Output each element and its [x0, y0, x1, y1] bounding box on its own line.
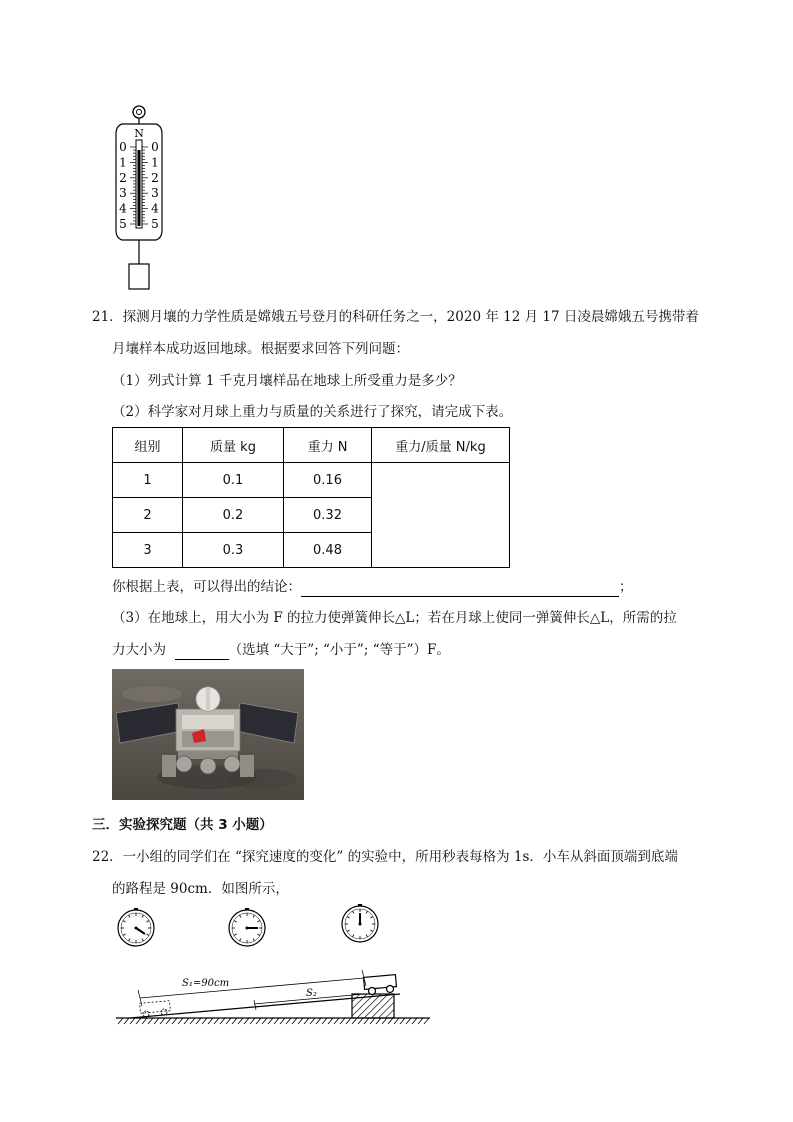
- ground-hatch-line: [238, 1018, 243, 1024]
- table-row: [113, 463, 510, 498]
- ground-hatch-line: [124, 1018, 129, 1024]
- table-cell: 3: [113, 533, 183, 568]
- conclusion-suffix: ；: [619, 579, 633, 595]
- header-mass: 质量 kg: [183, 428, 284, 463]
- ground-hatch-line: [232, 1018, 237, 1024]
- ground-hatch-line: [376, 1018, 381, 1024]
- ground-hatch-line: [406, 1018, 411, 1024]
- s2-label: S₂: [306, 988, 317, 999]
- ground-hatch-line: [358, 1018, 363, 1024]
- ground-hatch-line: [226, 1018, 231, 1024]
- q21-stem-line1: 21．探测月壤的力学性质是嫦娥五号登月的科研任务之一，2020 年 12 月 17 日凌晨嫦娥五号携带着: [92, 309, 699, 325]
- header-ratio: 重力/质量 N/kg: [372, 428, 510, 463]
- table-cell: 0.48: [284, 533, 372, 568]
- ratio-answer-cell[interactable]: [372, 463, 510, 568]
- ground-hatch-line: [412, 1018, 417, 1024]
- q21-part1: （1）列式计算 1 千克月壤样品在地球上所受重力是多少？: [112, 373, 462, 389]
- scale-number-label: 5: [119, 217, 127, 231]
- q21-part2: （2）科学家对月球上重力与质量的关系进行了探究，请完成下表。: [112, 404, 513, 420]
- ground-hatch-line: [178, 1018, 183, 1024]
- header-gravity: 重力 N: [284, 428, 372, 463]
- s1-label: S₁=90cm: [182, 978, 230, 989]
- table-cell: 0.2: [183, 498, 284, 533]
- ground-hatch-line: [118, 1018, 123, 1024]
- q22-stem-line2: 的路程是 90cm．如图所示，: [112, 881, 289, 897]
- ground-hatch-line: [214, 1018, 219, 1024]
- ground-hatch-line: [130, 1018, 135, 1024]
- ground-hatch-line: [148, 1018, 153, 1024]
- ground-hatch-line: [322, 1018, 327, 1024]
- ground-hatch-line: [424, 1018, 429, 1024]
- lunar-rover-photo: [112, 669, 304, 800]
- ground-hatch-line: [268, 1018, 273, 1024]
- table-cell: 0.1: [183, 463, 284, 498]
- scale-number-label: 4: [151, 201, 159, 216]
- scale-number-label: 1: [119, 155, 127, 170]
- table-header-row: [113, 428, 510, 463]
- rover-wheel: [200, 758, 216, 774]
- section3-title: 三．实验探究题（共 3 小题）: [92, 817, 273, 833]
- part3-suffix: （选填 “大于”; “小于”; “等于”）F。: [228, 642, 450, 658]
- scale-number-label: 2: [119, 170, 127, 185]
- stopwatch-icon: [229, 908, 265, 946]
- ground-hatch-line: [160, 1018, 165, 1024]
- ground-hatch-line: [142, 1018, 147, 1024]
- table-cell: 0.32: [284, 498, 372, 533]
- ground-hatch-line: [208, 1018, 213, 1024]
- scale-unit-label: N: [134, 127, 144, 140]
- q21-conclusion-line: [112, 577, 633, 597]
- ground-hatch-line: [196, 1018, 201, 1024]
- ground-hatch-line: [262, 1018, 267, 1024]
- cart-top: [364, 975, 397, 995]
- q22-stem-line1: 22．一小组的同学们在 “探究速度的变化” 的实验中，所用秒表每格为 1s．小车从斜面顶端到底端: [92, 849, 678, 865]
- ground-hatch-line: [184, 1018, 189, 1024]
- scale-hook-ring: [133, 106, 145, 118]
- ground-hatch-line: [166, 1018, 171, 1024]
- ground-hatch-line: [202, 1018, 207, 1024]
- ground-hatch: [118, 1018, 429, 1024]
- ground-hatch-line: [328, 1018, 333, 1024]
- ground-hatch-line: [274, 1018, 279, 1024]
- q21-stem-line2: 月壤样本成功返回地球。根据要求回答下列问题：: [112, 341, 409, 357]
- ground-hatch-line: [382, 1018, 387, 1024]
- scale-pointer-rod: [138, 150, 141, 226]
- stopwatch-icon: [342, 904, 378, 942]
- ground-hatch-line: [418, 1018, 423, 1024]
- ground-hatch-line: [244, 1018, 249, 1024]
- conclusion-blank[interactable]: [301, 580, 619, 597]
- table-cell: 2: [113, 498, 183, 533]
- ground-hatch-line: [250, 1018, 255, 1024]
- ground-hatch-line: [190, 1018, 195, 1024]
- ground-hatch-line: [316, 1018, 321, 1024]
- scale-number-label: 2: [151, 170, 159, 185]
- q21-part3-line1: （3）在地球上，用大小为 F 的拉力使弹簧伸长△L；若在月球上使同一弹簧伸长△L，所需的拉: [112, 610, 677, 626]
- rover-wheel: [176, 756, 192, 772]
- ground-hatch-line: [310, 1018, 315, 1024]
- scale-number-label: 4: [119, 201, 127, 216]
- conclusion-prefix: 你根据上表，可以得出的结论：: [112, 579, 301, 595]
- scale-number-label: 1: [151, 155, 159, 170]
- ground-hatch-line: [286, 1018, 291, 1024]
- ground-hatch-line: [400, 1018, 405, 1024]
- scale-number-label: 5: [151, 217, 159, 231]
- scale-number-label: 3: [119, 186, 127, 201]
- scale-number-label: 0: [119, 140, 127, 154]
- ground-hatch-line: [352, 1018, 357, 1024]
- header-group: 组别: [113, 428, 183, 463]
- ground-hatch-line: [394, 1018, 399, 1024]
- hanging-weight: [129, 264, 149, 289]
- ground-hatch-line: [154, 1018, 159, 1024]
- part3-blank[interactable]: [175, 643, 229, 660]
- ground-hatch-line: [256, 1018, 261, 1024]
- ground-hatch-line: [340, 1018, 345, 1024]
- ground-hatch-line: [172, 1018, 177, 1024]
- rover-wheel: [224, 756, 240, 772]
- ground-hatch-line: [292, 1018, 297, 1024]
- ground-hatch-line: [334, 1018, 339, 1024]
- ground-hatch-line: [280, 1018, 285, 1024]
- table-cell: 0.16: [284, 463, 372, 498]
- table-cell: 0.3: [183, 533, 284, 568]
- ground-hatch-line: [298, 1018, 303, 1024]
- incline-experiment-figure: [112, 902, 437, 1028]
- scale-number-label: 0: [151, 140, 159, 154]
- q21-part3-line2: [112, 640, 450, 660]
- ground-hatch-line: [370, 1018, 375, 1024]
- scale-number-label: 3: [151, 186, 159, 201]
- spring-scale-figure: [110, 100, 180, 295]
- ground-hatch-line: [220, 1018, 225, 1024]
- ground-hatch-line: [388, 1018, 393, 1024]
- table-cell: 1: [113, 463, 183, 498]
- gravity-mass-table: [112, 427, 510, 568]
- ground-hatch-line: [136, 1018, 141, 1024]
- ground-hatch-line: [364, 1018, 369, 1024]
- stopwatch-icon: [118, 908, 154, 946]
- ground-hatch-line: [304, 1018, 309, 1024]
- part3-prefix: 力大小为: [112, 642, 166, 658]
- ground-hatch-line: [346, 1018, 351, 1024]
